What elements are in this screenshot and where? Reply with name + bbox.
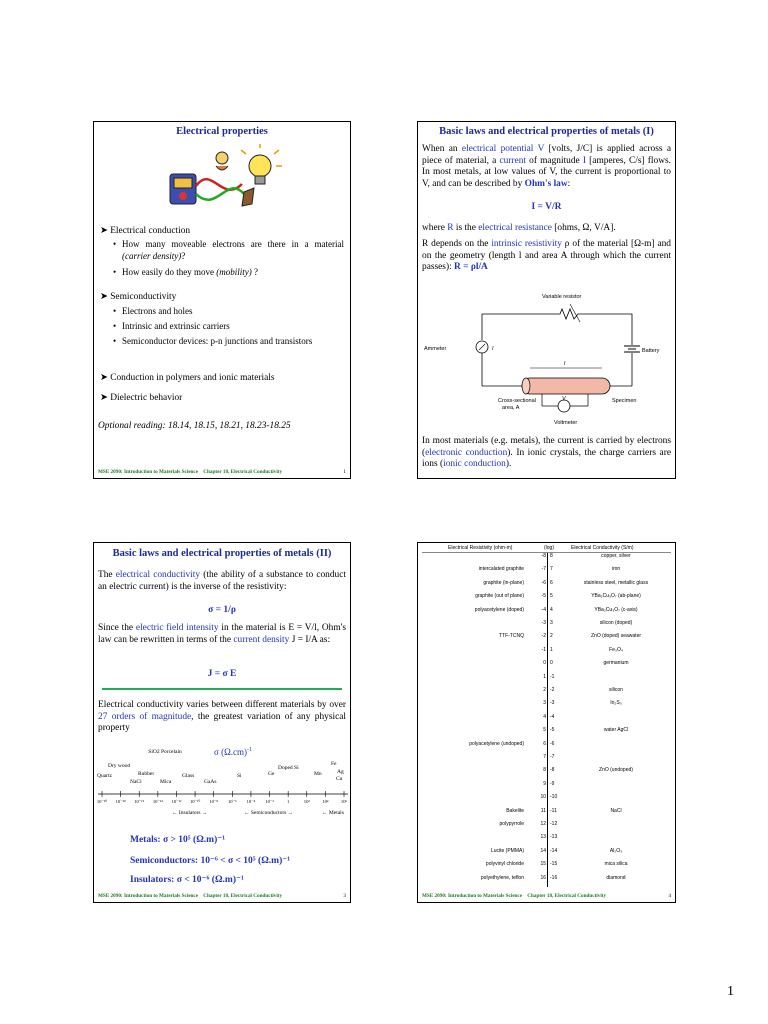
row-resistivity-log: 1 — [543, 673, 546, 680]
range-semiconductors: ← Semiconductors → — [244, 810, 294, 816]
slide-footer: MSE 2090: Introduction to Materials Science Chapter 18, Electrical Conductivity 1 — [98, 469, 346, 475]
divider-line — [102, 688, 342, 690]
sub-bullet-density: • How many moveable electrons are there in a material (carrier density)? — [113, 239, 344, 261]
sub-bullet-devices: • Semiconductor devices: p-n junctions and transistors — [113, 336, 313, 346]
label-specimen: Specimen — [612, 398, 637, 404]
slide-resistivity-table — [417, 542, 676, 903]
material-ag: Ag — [337, 769, 344, 775]
row-conductivity-log: 8 — [550, 553, 553, 559]
label-battery: Battery — [642, 348, 660, 354]
paragraph-resistivity: R depends on the intrinsic resistivity ρ of the material [Ω-m] and on the geometry (length l and area A through which the current passes): R = ρl/A — [422, 239, 671, 273]
row-left-material: polyacetylene (doped) — [474, 606, 524, 613]
scale-tick-label: 10⁻⁶ — [227, 799, 237, 804]
row-conductivity-log: 2 — [550, 633, 553, 640]
table-row — [424, 808, 669, 817]
scale-tick-label: 10⁻⁴ — [246, 799, 256, 804]
paragraph-orders: Electrical conductivity varies between different materials by over 27 orders of magnitude, the greatest variation of any physical property — [98, 700, 346, 734]
row-conductivity-log: 1 — [550, 646, 553, 653]
table-row — [424, 607, 669, 616]
paragraph-resistance: where R is the electrical resistance [ohms, Ω, V/A]. — [422, 223, 616, 233]
row-conductivity-log: -7 — [550, 754, 555, 760]
optional-reading: Optional reading: 18.14, 18.15, 18.21, 18.23-18.25 — [98, 421, 291, 431]
row-conductivity-log: 5 — [550, 593, 553, 600]
label-i: I — [492, 346, 494, 352]
row-resistivity-log: 13 — [540, 834, 546, 841]
semiconductors-range: Semiconductors: 10⁻⁶ < σ < 10⁵ (Ω.m)⁻¹ — [130, 856, 291, 866]
insulators-range: Insulators: σ < 10⁻⁶ (Ω.m)⁻¹ — [130, 875, 244, 885]
equation-sigma: σ = 1/ρ — [208, 605, 236, 615]
row-conductivity-log: -13 — [550, 834, 558, 841]
scale-tick-label: 10² — [303, 799, 310, 804]
row-conductivity-log: -16 — [550, 874, 558, 881]
row-conductivity-log: 6 — [550, 579, 553, 586]
row-right-material: In₂S₃ — [610, 700, 622, 707]
row-right-material: ZnO (undoped) — [599, 767, 633, 774]
table-row — [424, 647, 669, 656]
slide-electrical-properties — [93, 121, 351, 479]
label-ammeter: Ammeter — [424, 346, 447, 352]
row-resistivity-log: 8 — [543, 767, 546, 774]
scale-axis — [94, 789, 352, 799]
label-l: l — [564, 361, 566, 367]
range-insulators: ← Insulators → — [172, 810, 208, 816]
material-si: Si — [237, 773, 242, 779]
material-nacl: NaCl — [130, 779, 142, 785]
table-header: Electrical Resistivity (ohm-m) (log) Electrical Conductivity (S/m) — [422, 543, 671, 553]
table-row — [424, 741, 669, 750]
slide-title: Basic laws and electrical properties of metals (I) — [439, 126, 654, 137]
scale-tick-label: 10⁻² — [265, 799, 274, 804]
sub-bullet-carriers: • Intrinsic and extrinsic carriers — [113, 321, 230, 331]
specimen-rod — [522, 378, 610, 394]
material-sio2: SiO2 Porcelain — [148, 749, 182, 755]
sigma-label: σ $(\Omega.cm)^{-1}$ — [214, 747, 253, 757]
range-metals: ← Metals — [322, 810, 344, 816]
row-resistivity-log: 3 — [543, 700, 546, 707]
row-conductivity-log: 7 — [550, 566, 553, 573]
row-resistivity-log: 9 — [543, 780, 546, 787]
row-left-material: intercalated graphite — [478, 566, 524, 573]
row-resistivity-log: 4 — [543, 713, 546, 720]
table-row — [424, 767, 669, 776]
row-right-material: copper, silver — [601, 553, 631, 559]
row-resistivity-log: 10 — [540, 794, 546, 801]
material-doped-si: Doped Si — [278, 765, 299, 771]
material-ge: Ge — [268, 771, 275, 777]
row-resistivity-log: -3 — [541, 620, 546, 626]
table-row — [424, 593, 669, 602]
row-conductivity-log: -15 — [550, 861, 558, 868]
material-fe: Fe — [331, 761, 337, 767]
row-right-material: stainless steel, metallic glass — [583, 579, 649, 586]
row-right-material: Fe₃O₄ — [609, 646, 623, 653]
table-row — [424, 848, 669, 857]
table-row — [424, 727, 669, 736]
row-conductivity-log: -12 — [550, 821, 558, 827]
row-resistivity-log: -7 — [541, 566, 546, 573]
table-row — [424, 580, 669, 589]
row-conductivity-log: -11 — [550, 807, 557, 814]
label-variable-resistor: Variable resistor — [542, 294, 582, 300]
bullet-conduction: ➤ Electrical conduction — [100, 226, 191, 236]
table-row — [424, 781, 669, 790]
paragraph-carriers: In most materials (e.g. metals), the current is carried by electrons (electronic conduction). In ionic crystals, the charge carriers are ions (ionic conduction). — [422, 436, 671, 470]
table-row — [424, 674, 669, 683]
row-left-material: polyacetylene (undoped) — [469, 740, 524, 747]
row-resistivity-log: 14 — [540, 847, 546, 854]
row-right-material: YBa₂Cu₃O₇ (ab-plane) — [591, 593, 641, 600]
row-resistivity-log: -6 — [541, 579, 546, 586]
table-row — [424, 566, 669, 575]
row-resistivity-log: -1 — [541, 646, 546, 653]
row-left-material: graphite (out of plane) — [475, 593, 524, 600]
scale-tick-label: 10⁻⁸ — [209, 799, 218, 804]
row-conductivity-log: -5 — [550, 727, 555, 734]
resistivity-rows — [424, 553, 669, 889]
scale-tick-label: 10⁴ — [322, 799, 329, 804]
row-right-material: Al₂O₃ — [609, 847, 623, 854]
row-resistivity-log: 16 — [540, 874, 546, 881]
equation-current-density: J = σ E — [207, 669, 237, 679]
row-right-material: ZnO (doped) seawater — [590, 633, 642, 640]
scale-tick-label: 10⁻¹⁸ — [115, 799, 126, 804]
slide-title: Electrical properties — [176, 126, 268, 137]
row-resistivity-log: -4 — [541, 606, 546, 613]
scale-tick-label: 10⁻¹⁴ — [152, 799, 163, 804]
row-conductivity-log: -1 — [550, 673, 555, 680]
material-mica: Mica — [160, 779, 172, 785]
bullet-semiconductivity: ➤ Semiconductivity — [100, 292, 177, 302]
row-right-material: iron — [611, 566, 621, 573]
row-right-material: diamond — [606, 874, 626, 881]
row-resistivity-log: 6 — [543, 740, 546, 747]
table-row — [424, 875, 669, 884]
table-row — [424, 714, 669, 723]
row-resistivity-log: 7 — [543, 754, 546, 760]
scale-tick-label: 10⁶ — [340, 799, 348, 804]
table-row — [424, 794, 669, 803]
row-conductivity-log: -9 — [550, 780, 555, 787]
row-left-material: polypyrrole — [499, 821, 524, 827]
table-row — [424, 834, 669, 843]
scale-tick-label: 1 — [286, 799, 290, 804]
slide-basic-laws-2 — [93, 542, 351, 903]
table-row — [424, 660, 669, 669]
row-right-material: silicon (doped) — [599, 620, 633, 626]
row-conductivity-log: -2 — [550, 687, 555, 693]
row-left-material: polyethylene, teflon — [480, 874, 524, 881]
row-left-material: graphite (in-plane) — [483, 579, 524, 586]
slide-basic-laws-1 — [417, 121, 676, 479]
equation-ohm: I = V/R — [531, 202, 562, 212]
paragraph-conductivity: The electrical conductivity (the ability of a substance to conduct an electric current) is the inverse of the resistivity: — [98, 570, 346, 592]
material-cu: Cu — [336, 776, 343, 782]
table-row — [424, 700, 669, 709]
slide-footer: MSE 2090: Introduction to Materials Science Chapter 18, Electrical Conductivity 3 — [98, 893, 346, 899]
table-row — [424, 687, 669, 696]
row-conductivity-log: -10 — [550, 794, 558, 801]
row-resistivity-log: 0 — [543, 660, 546, 667]
row-right-material: NaCl — [610, 807, 622, 814]
row-conductivity-log: -4 — [550, 713, 555, 720]
row-conductivity-log: -8 — [550, 767, 555, 774]
slide-title: Basic laws and electrical properties of metals (II) — [112, 548, 332, 559]
row-right-material: mica silica — [604, 861, 628, 868]
conductivity-scale — [94, 743, 352, 823]
label-v: V — [562, 396, 566, 402]
table-row — [424, 553, 669, 562]
row-conductivity-log: -3 — [550, 700, 555, 707]
sub-bullet-electrons: • Electrons and holes — [113, 306, 193, 316]
material-quartz: Quartz — [97, 773, 112, 779]
material-rubber: Rubber — [138, 771, 155, 777]
material-dry-wood: Dry wood — [108, 763, 131, 769]
scale-tick-labels — [94, 799, 352, 807]
row-left-material: polyvinyl chloride — [485, 861, 524, 868]
label-voltmeter: Voltmeter — [554, 420, 578, 426]
row-resistivity-log: -2 — [541, 633, 546, 640]
row-resistivity-log: 5 — [543, 727, 546, 734]
table-row — [424, 620, 669, 629]
sub-bullet-mobility: • How easily do they move (mobility) ? — [113, 267, 258, 277]
row-resistivity-log: -8 — [541, 553, 546, 559]
row-conductivity-log: -14 — [550, 847, 558, 854]
scale-tick-label: 10⁻¹² — [171, 799, 182, 804]
table-row — [424, 633, 669, 642]
label-cross-sectional: Cross-sectional — [498, 398, 536, 404]
paragraph-field: Since the electric field intensity in the material is E = V/l, Ohm's law can be rewritten in terms of the current density J = I/A as: — [98, 623, 346, 645]
slide-footer: MSE 2090: Introduction to Materials Science Chapter 18, Electrical Conductivity 4 — [422, 893, 671, 899]
row-left-material: TTF-TCNQ — [499, 633, 524, 640]
row-resistivity-log: 2 — [543, 687, 546, 693]
bullet-dielectric: ➤ Dielectric behavior — [100, 393, 183, 403]
row-resistivity-log: -5 — [541, 593, 546, 600]
material-gaas: GaAs — [204, 779, 217, 785]
row-conductivity-log: 4 — [550, 606, 553, 613]
table-row — [424, 861, 669, 870]
row-resistivity-log: 15 — [540, 861, 546, 868]
table-row — [424, 821, 669, 830]
row-right-material: silicon — [609, 687, 623, 693]
bullet-polymers: ➤ Conduction in polymers and ionic materials — [100, 373, 275, 383]
scale-tick-label: 10⁻¹⁰ — [189, 799, 201, 804]
row-right-material: YBa₂Cu₃O₇ (c-axis) — [594, 606, 638, 613]
row-right-material: water AgCl — [603, 727, 629, 734]
material-mn: Mn — [314, 771, 322, 777]
cartoon-image — [162, 144, 282, 222]
scale-tick-label: 10⁻¹⁶ — [134, 799, 145, 804]
scale-tick-label: 10⁻²⁰ — [96, 799, 108, 804]
paragraph-ohms-law: When an electrical potential V [volts, J/C] is applied across a piece of material, a current of magnitude I [amperes, C/s] flows. In most metals, at low values of V, the current is proportional to V, and can be described by Ohm's law: — [422, 144, 671, 189]
material-glass: Glass — [182, 773, 195, 779]
circuit-diagram — [422, 290, 671, 428]
row-resistivity-log: 11 — [540, 807, 546, 814]
label-area: area, A — [502, 405, 520, 411]
table-row — [424, 754, 669, 763]
row-right-material: germanium — [603, 660, 629, 667]
row-conductivity-log: -6 — [550, 740, 555, 747]
row-conductivity-log: 0 — [550, 660, 553, 667]
row-left-material: Bakelite — [506, 807, 524, 814]
page-number: 1 — [727, 984, 734, 999]
metals-range: Metals: σ > 10⁵ (Ω.m)⁻¹ — [130, 835, 226, 845]
row-left-material: Lucite (PMMA) — [490, 847, 524, 854]
row-resistivity-log: 12 — [540, 821, 546, 827]
row-conductivity-log: 3 — [550, 620, 553, 626]
